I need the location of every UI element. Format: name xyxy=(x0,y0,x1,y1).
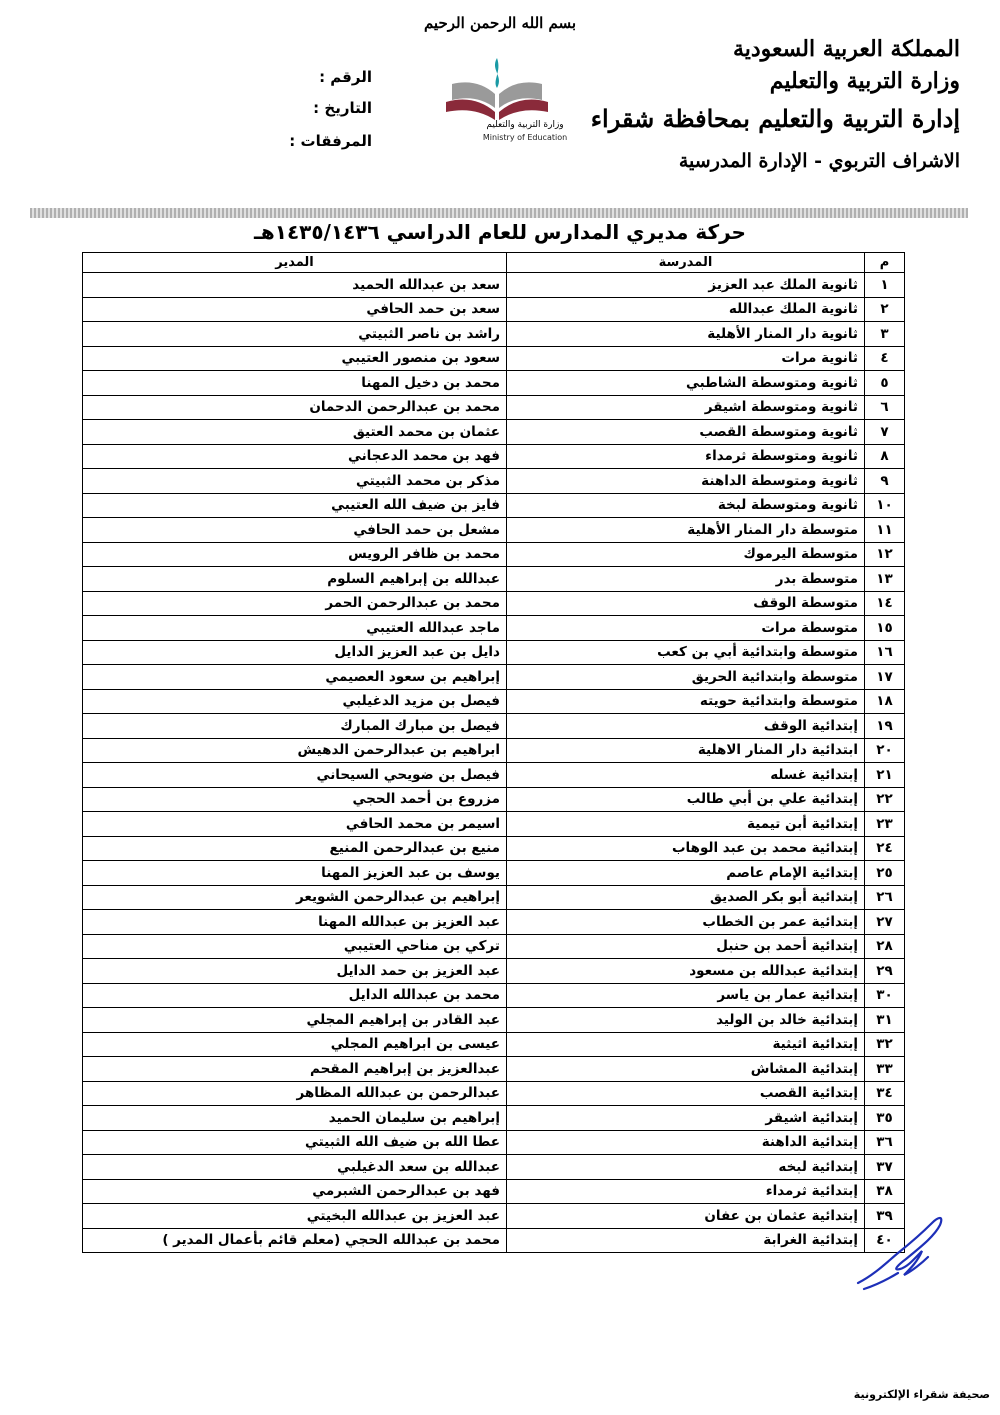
table-row xyxy=(83,518,905,543)
school-name: ثانوية ومتوسطة ثرمداء xyxy=(507,444,865,469)
director-name: مذكر بن محمد الثبيتي xyxy=(83,469,507,494)
school-name: إبتدائية الغرابة xyxy=(507,1228,865,1253)
school-name: ثانوية ومتوسطة لبخة xyxy=(507,493,865,518)
school-name: إبتدائية اشيقر xyxy=(507,1106,865,1131)
table-row xyxy=(83,983,905,1008)
row-number: ٣٢ xyxy=(865,1032,905,1057)
table-row xyxy=(83,885,905,910)
row-number: ٢٢ xyxy=(865,787,905,812)
row-number: ٥ xyxy=(865,371,905,396)
director-name: اسيمر بن محمد الحافي xyxy=(83,812,507,837)
reference-label: الرقم : xyxy=(319,68,372,86)
director-name: ماجد عبدالله العتيبي xyxy=(83,616,507,641)
director-name: عثمان بن محمد العتيق xyxy=(83,420,507,445)
table-row xyxy=(83,420,905,445)
director-name: مشعل بن حمد الحافي xyxy=(83,518,507,543)
kingdom-name: المملكة العربية السعودية xyxy=(732,36,960,62)
director-name: محمد بن عبدالله الحجي (معلم قائم بأعمال المدير ) xyxy=(83,1228,507,1253)
director-name: عيسى بن ابراهيم المجلي xyxy=(83,1032,507,1057)
table-row xyxy=(83,616,905,641)
school-name: ثانوية دار المنار الأهلية xyxy=(507,322,865,347)
header-school: المدرسة xyxy=(507,253,865,273)
row-number: ٦ xyxy=(865,395,905,420)
table-row xyxy=(83,1057,905,1082)
row-number: ٣٠ xyxy=(865,983,905,1008)
row-number: ١٣ xyxy=(865,567,905,592)
row-number: ٤٠ xyxy=(865,1228,905,1253)
table-row xyxy=(83,1032,905,1057)
header-director: المدير xyxy=(83,253,507,273)
row-number: ٢٩ xyxy=(865,959,905,984)
table-row xyxy=(83,689,905,714)
table-row xyxy=(83,567,905,592)
school-name: متوسطة بدر xyxy=(507,567,865,592)
table-row xyxy=(83,1204,905,1229)
school-name: إبتدائية علي بن أبي طالب xyxy=(507,787,865,812)
table-row xyxy=(83,959,905,984)
row-number: ٣ xyxy=(865,322,905,347)
table-row xyxy=(83,910,905,935)
director-name: عبدالله بن سعد الدغيلبي xyxy=(83,1155,507,1180)
table-row xyxy=(83,812,905,837)
director-name: محمد بن عبدالرحمن الحمر xyxy=(83,591,507,616)
school-name: متوسطة الوقف xyxy=(507,591,865,616)
director-name: محمد بن عبدالله الدايل xyxy=(83,983,507,1008)
school-name: متوسطة مرات xyxy=(507,616,865,641)
school-name: إبتدائية عمر بن الخطاب xyxy=(507,910,865,935)
row-number: ٤ xyxy=(865,346,905,371)
row-number: ٢١ xyxy=(865,763,905,788)
school-name: ثانوية مرات xyxy=(507,346,865,371)
row-number: ١٤ xyxy=(865,591,905,616)
table-row xyxy=(83,469,905,494)
school-name: إبتدائية أبو بكر الصديق xyxy=(507,885,865,910)
director-name: فهد بن محمد الدعجاني xyxy=(83,444,507,469)
row-number: ٢٣ xyxy=(865,812,905,837)
school-name: إبتدائية الإمام عاصم xyxy=(507,861,865,886)
row-number: ١٧ xyxy=(865,665,905,690)
ministry-logo-english: Ministry of Education xyxy=(482,133,568,142)
director-name: تركي بن مناحي العتيبي xyxy=(83,934,507,959)
director-name: مزروع بن أحمد الحجي xyxy=(83,787,507,812)
school-name: إبتدائية اثيثية xyxy=(507,1032,865,1057)
table-row xyxy=(83,934,905,959)
table-row xyxy=(83,665,905,690)
row-number: ٢٤ xyxy=(865,836,905,861)
school-name: ثانوية الملك عبد العزيز xyxy=(507,273,865,298)
table-row xyxy=(83,738,905,763)
row-number: ٢٨ xyxy=(865,934,905,959)
table-row xyxy=(83,395,905,420)
director-name: راشد بن ناصر الثبيتي xyxy=(83,322,507,347)
header-separator xyxy=(30,208,968,218)
school-name: إبتدائية المشاش xyxy=(507,1057,865,1082)
school-name: متوسطة وابتدائية الحريق xyxy=(507,665,865,690)
row-number: ٧ xyxy=(865,420,905,445)
director-name: عبد العزيز بن حمد الدايل xyxy=(83,959,507,984)
row-number: ١٢ xyxy=(865,542,905,567)
table-header-row xyxy=(83,253,905,273)
director-name: فيصل بن مبارك المبارك xyxy=(83,714,507,739)
director-name: عبدالله بن إبراهيم السلوم xyxy=(83,567,507,592)
department-name: الاشراف التربوي - الإدارة المدرسية xyxy=(678,149,960,172)
row-number: ١١ xyxy=(865,518,905,543)
director-name: فهد بن عبدالرحمن الشبرمي xyxy=(83,1179,507,1204)
director-name: عطا الله بن ضيف الله الثبيتي xyxy=(83,1130,507,1155)
table-row xyxy=(83,322,905,347)
director-name: محمد بن عبدالرحمن الدحمان xyxy=(83,395,507,420)
school-name: متوسطة اليرموك xyxy=(507,542,865,567)
school-name: متوسطة دار المنار الأهلية xyxy=(507,518,865,543)
row-number: ٩ xyxy=(865,469,905,494)
ministry-logo-arabic: وزارة التربية والتعليم xyxy=(486,120,564,130)
table-row xyxy=(83,1228,905,1253)
header-num: م xyxy=(865,253,905,273)
director-name: سعد بن حمد الحافي xyxy=(83,297,507,322)
row-number: ٣٩ xyxy=(865,1204,905,1229)
director-name: محمد بن ظافر الرويس xyxy=(83,542,507,567)
director-name: منيع بن عبدالرحمن المنيع xyxy=(83,836,507,861)
table-row xyxy=(83,1179,905,1204)
row-number: ٣٨ xyxy=(865,1179,905,1204)
table-body xyxy=(83,273,905,1253)
school-name: إبتدائية غسله xyxy=(507,763,865,788)
row-number: ١٥ xyxy=(865,616,905,641)
school-name: إبتدائية خالد بن الوليد xyxy=(507,1008,865,1033)
row-number: ١٩ xyxy=(865,714,905,739)
table-row xyxy=(83,542,905,567)
school-name: إبتدائية القصب xyxy=(507,1081,865,1106)
director-name: سعود بن منصور العتيبي xyxy=(83,346,507,371)
director-name: دايل بن عبد العزيز الدايل xyxy=(83,640,507,665)
school-name: إبتدائية ثرمداء xyxy=(507,1179,865,1204)
director-name: سعد بن عبدالله الحميد xyxy=(83,273,507,298)
school-name: إبتدائية لبخه xyxy=(507,1155,865,1180)
signature-icon xyxy=(852,1205,952,1295)
ministry-name: وزارة التربية والتعليم xyxy=(769,68,960,95)
document-title: حركة مديري المدارس للعام الدراسي ١٤٣٥/١٤٣٦هـ xyxy=(254,220,746,244)
row-number: ٢٥ xyxy=(865,861,905,886)
table-row xyxy=(83,714,905,739)
school-name: إبتدائية عمار بن ياسر xyxy=(507,983,865,1008)
row-number: ٣٤ xyxy=(865,1081,905,1106)
table-row xyxy=(83,371,905,396)
table-row xyxy=(83,1155,905,1180)
row-number: ٣٧ xyxy=(865,1155,905,1180)
school-name: ثانوية ومتوسطة اشيقر xyxy=(507,395,865,420)
school-name: إبتدائية الوقف xyxy=(507,714,865,739)
school-name: ثانوية ومتوسطة الشاطبي xyxy=(507,371,865,396)
director-name: عبد العزيز بن عبدالله المهنا xyxy=(83,910,507,935)
row-number: ٨ xyxy=(865,444,905,469)
school-name: ثانوية ومتوسطة القصب xyxy=(507,420,865,445)
table-row xyxy=(83,346,905,371)
director-name: عبد القادر بن إبراهيم المجلي xyxy=(83,1008,507,1033)
table-row xyxy=(83,1081,905,1106)
row-number: ٢ xyxy=(865,297,905,322)
table-row xyxy=(83,640,905,665)
director-name: فيصل بن مزيد الدغيلبي xyxy=(83,689,507,714)
date-label: التاريخ : xyxy=(313,99,372,117)
footer-source: صحيفة شقراء الإلكترونية xyxy=(853,1388,990,1401)
director-name: يوسف بن عبد العزيز المهنا xyxy=(83,861,507,886)
table-row xyxy=(83,861,905,886)
row-number: ٣٣ xyxy=(865,1057,905,1082)
director-name: إبراهيم بن سليمان الحميد xyxy=(83,1106,507,1131)
table-row xyxy=(83,493,905,518)
director-name: ابراهيم بن عبدالرحمن الدهيش xyxy=(83,738,507,763)
table-row xyxy=(83,591,905,616)
table-row xyxy=(83,1106,905,1131)
row-number: ٢٦ xyxy=(865,885,905,910)
director-name: فيصل بن ضويحي السيحاني xyxy=(83,763,507,788)
table-row xyxy=(83,1008,905,1033)
directorate-name: إدارة التربية والتعليم بمحافظة شقراء xyxy=(590,103,960,133)
school-name: إبتدائية عبدالله بن مسعود xyxy=(507,959,865,984)
school-name: إبتدائية أبن تيمية xyxy=(507,812,865,837)
row-number: ٢٠ xyxy=(865,738,905,763)
table-row xyxy=(83,1130,905,1155)
row-number: ١ xyxy=(865,273,905,298)
row-number: ١٠ xyxy=(865,493,905,518)
row-number: ١٦ xyxy=(865,640,905,665)
table-row xyxy=(83,273,905,298)
school-name: ثانوية ومتوسطة الداهنة xyxy=(507,469,865,494)
row-number: ٣٦ xyxy=(865,1130,905,1155)
table-row xyxy=(83,836,905,861)
school-name: إبتدائية الداهنة xyxy=(507,1130,865,1155)
school-name: إبتدائية أحمد بن حنبل xyxy=(507,934,865,959)
table-row xyxy=(83,297,905,322)
director-name: محمد بن دخيل المهنا xyxy=(83,371,507,396)
table-row xyxy=(83,787,905,812)
director-name: عبد العزيز بن عبدالله البخيتي xyxy=(83,1204,507,1229)
row-number: ٣١ xyxy=(865,1008,905,1033)
attachments-label: المرفقات : xyxy=(289,132,372,150)
director-name: إبراهيم بن سعود العصيمي xyxy=(83,665,507,690)
school-name: ابتدائية دار المنار الاهلية xyxy=(507,738,865,763)
basmala: بسم الله الرحمن الرحيم xyxy=(423,14,577,32)
row-number: ٣٥ xyxy=(865,1106,905,1131)
row-number: ١٨ xyxy=(865,689,905,714)
school-name: إبتدائية محمد بن عبد الوهاب xyxy=(507,836,865,861)
directors-table xyxy=(82,252,905,1253)
director-name: عبدالعزيز بن إبراهيم المقحم xyxy=(83,1057,507,1082)
school-name: متوسطة وابتدائية أبي بن كعب xyxy=(507,640,865,665)
director-name: عبدالرحمن بن عبدالله المظاهر xyxy=(83,1081,507,1106)
row-number: ٢٧ xyxy=(865,910,905,935)
letterhead xyxy=(590,36,960,172)
table-row xyxy=(83,763,905,788)
director-name: إبراهيم بن عبدالرحمن الشويعر xyxy=(83,885,507,910)
director-name: فايز بن ضيف الله العتيبي xyxy=(83,493,507,518)
school-name: ثانوية الملك عبدالله xyxy=(507,297,865,322)
school-name: متوسطة وابتدائية حويته xyxy=(507,689,865,714)
table-row xyxy=(83,444,905,469)
school-name: إبتدائية عثمان بن عفان xyxy=(507,1204,865,1229)
